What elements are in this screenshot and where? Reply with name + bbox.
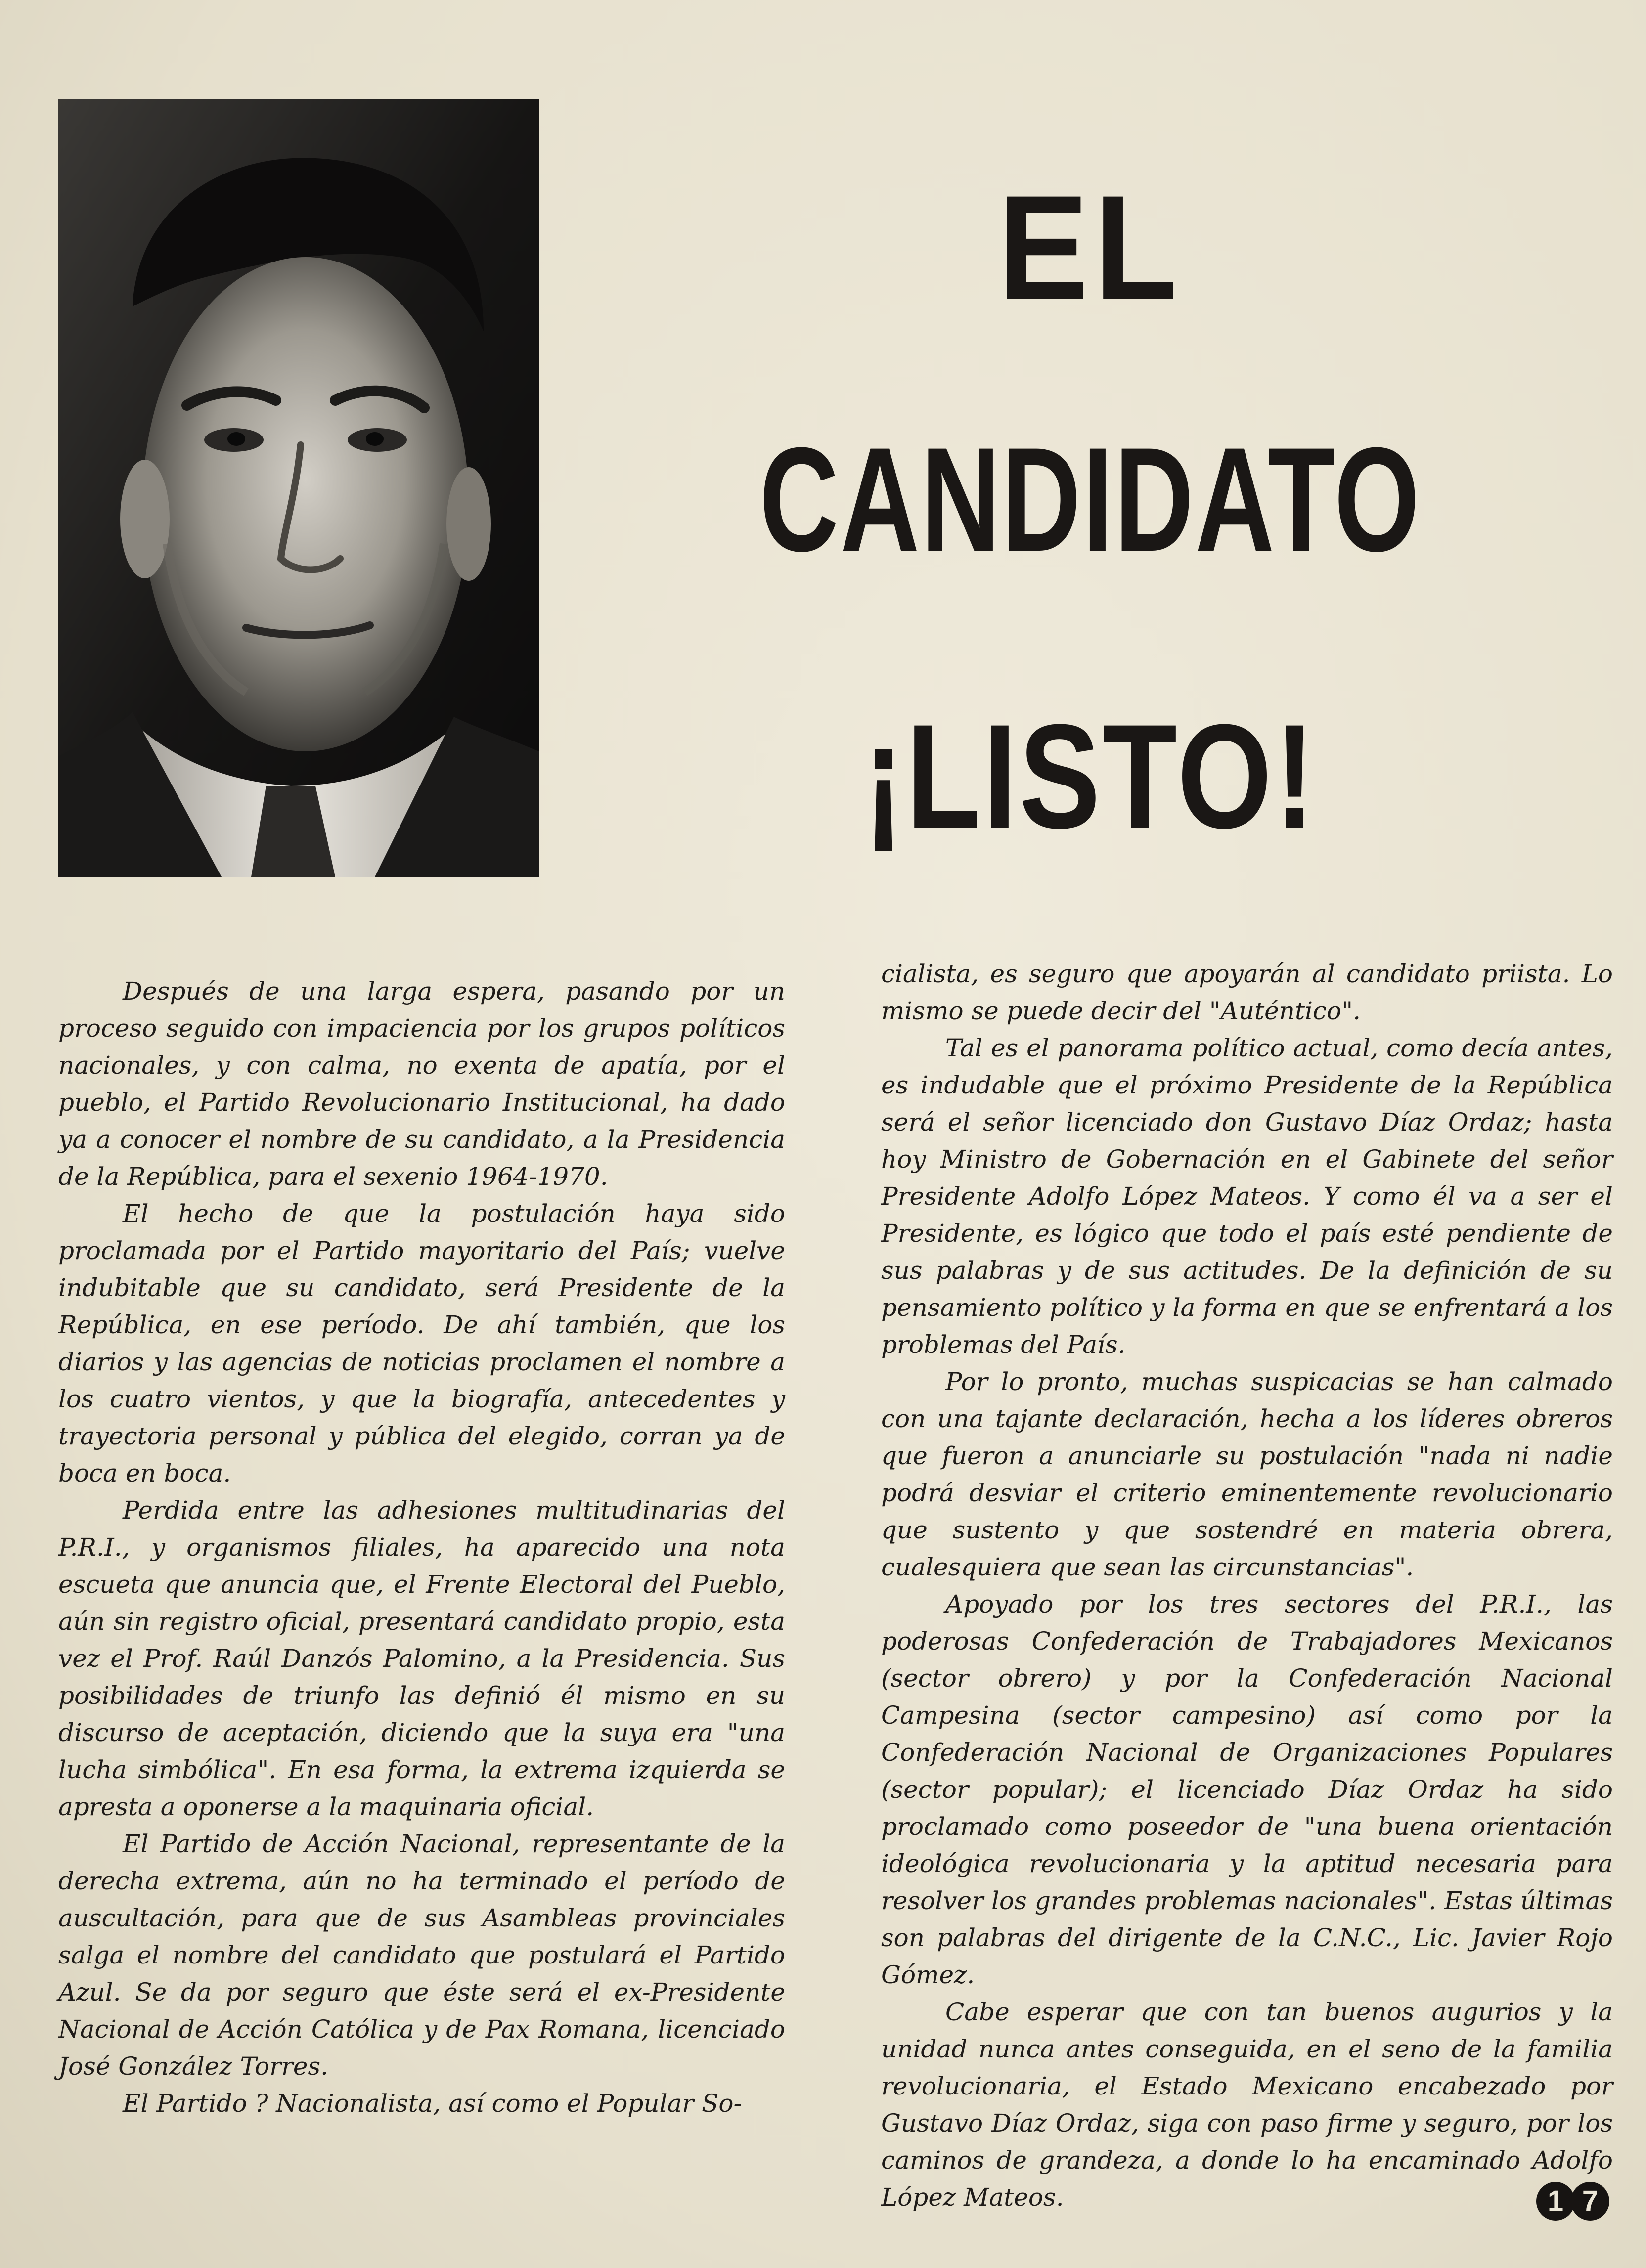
paragraph: El Partido de Acción Nacional, representante de la derecha extrema, aún no ha terminado el período de auscultación, para que de sus Asambleas provinciales salga el nombre del candidato que postulará el Partido Azul. Se da por seguro que éste será el ex-Presidente Nacional de Acción Católica y de Pax Romana, licenciado José González Torres. [58,1830,785,2081]
page-number-digit: 1 [1536,2182,1575,2221]
paragraph: Tal es el panorama político actual, como decía antes, es indudable que el próximo Presidente de la República será el señor licenciado don Gustavo Díaz Ordaz; hasta hoy Ministro de Gobernación en el Gabinete del señor Presidente Adolfo López Mateos. Y como él va a ser el Presidente, es lógico que todo el país esté pendiente de sus palabras y de sus actitudes. De la definición de su pensamiento político y la forma en que se enfrentará a los problemas del País. [881,1034,1613,1359]
headline-line-2: CANDIDATO [759,416,1422,582]
paragraph: Por lo pronto, muchas suspicacias se han calmado con una tajante declaración, hecha a los líderes obreros que fueron a anunciarle su postulación "nada ni nadie podrá desviar el criterio eminentemente revolucionario que sustento y que sostendré en materia obrera, cualesquiera que sean las circunstancias". [881,1367,1613,1581]
portrait-photo [58,99,539,877]
headline-line-3: ¡LISTO! [863,693,1318,859]
headline-line-1: EL [997,164,1183,330]
portrait-image [58,99,539,877]
page-number-digit: 7 [1571,2182,1609,2221]
article-right-column [881,956,1613,2216]
article-left-column [58,973,785,2122]
paragraph: Cabe esperar que con tan buenos augurios y la unidad nunca antes conseguida, en el seno de la familia revolucionaria, el Estado Mexicano encabezado por Gustavo Díaz Ordaz, siga con paso firme y seguro, por los caminos de grandeza, a donde lo ha encaminado Adolfo López Mateos. [881,1998,1613,2212]
paragraph: El hecho de que la postulación haya sido proclamada por el Partido mayoritario del País; vuelve indubitable que su candidato, será Presidente de la República, en ese período. De ahí también, que los diarios y las agencias de noticias proclamen el nombre a los cuatro vientos, y que la biografía, antecedentes y trayectoria personal y pública del elegido, corran ya de boca en boca. [58,1199,785,1487]
paragraph: Apoyado por los tres sectores del P.R.I., las poderosas Confederación de Trabajadores Mexicanos (sector obrero) y por la Confederación Nacional Campesina (sector campesino) así como por la Confederación Nacional de Organizaciones Populares (sector popular); el licenciado Díaz Ordaz ha sido proclamado como poseedor de "una buena orientación ideológica revolucionaria y la aptitud necesaria para resolver los grandes problemas nacionales". Estas últimas son palabras del dirigente de la C.N.C., Lic. Javier Rojo Gómez. [881,1590,1613,1989]
paragraph: Perdida entre las adhesiones multitudinarias del P.R.I., y organismos filiales, ha aparecido una nota escueta que anuncia que, el Frente Electoral del Pueblo, aún sin registro oficial, presentará candidato propio, esta vez el Prof. Raúl Danzós Palomino, a la Presidencia. Sus posibilidades de triunfo las definió él mismo en su discurso de aceptación, diciendo que la suya era "una lucha simbólica". En esa forma, la extrema izquierda se apresta a oponerse a la maquinaria oficial. [58,1496,785,1821]
paragraph: El Partido ? Nacionalista, así como el Popular So- [123,2089,742,2118]
paragraph: Después de una larga espera, pasando por un proceso seguido con impaciencia por los grupos políticos nacionales, y con calma, no exenta de apatía, por el pueblo, el Partido Revolucionario Institucional, ha dado ya a conocer el nombre de su candidato, a la Presidencia de la República, para el sexenio 1964-1970. [58,977,785,1191]
paragraph-continuation: cialista, es seguro que apoyarán al candidato priista. Lo mismo se puede decir del "Auténtico". [881,960,1613,1025]
page-number [1538,2181,1612,2222]
